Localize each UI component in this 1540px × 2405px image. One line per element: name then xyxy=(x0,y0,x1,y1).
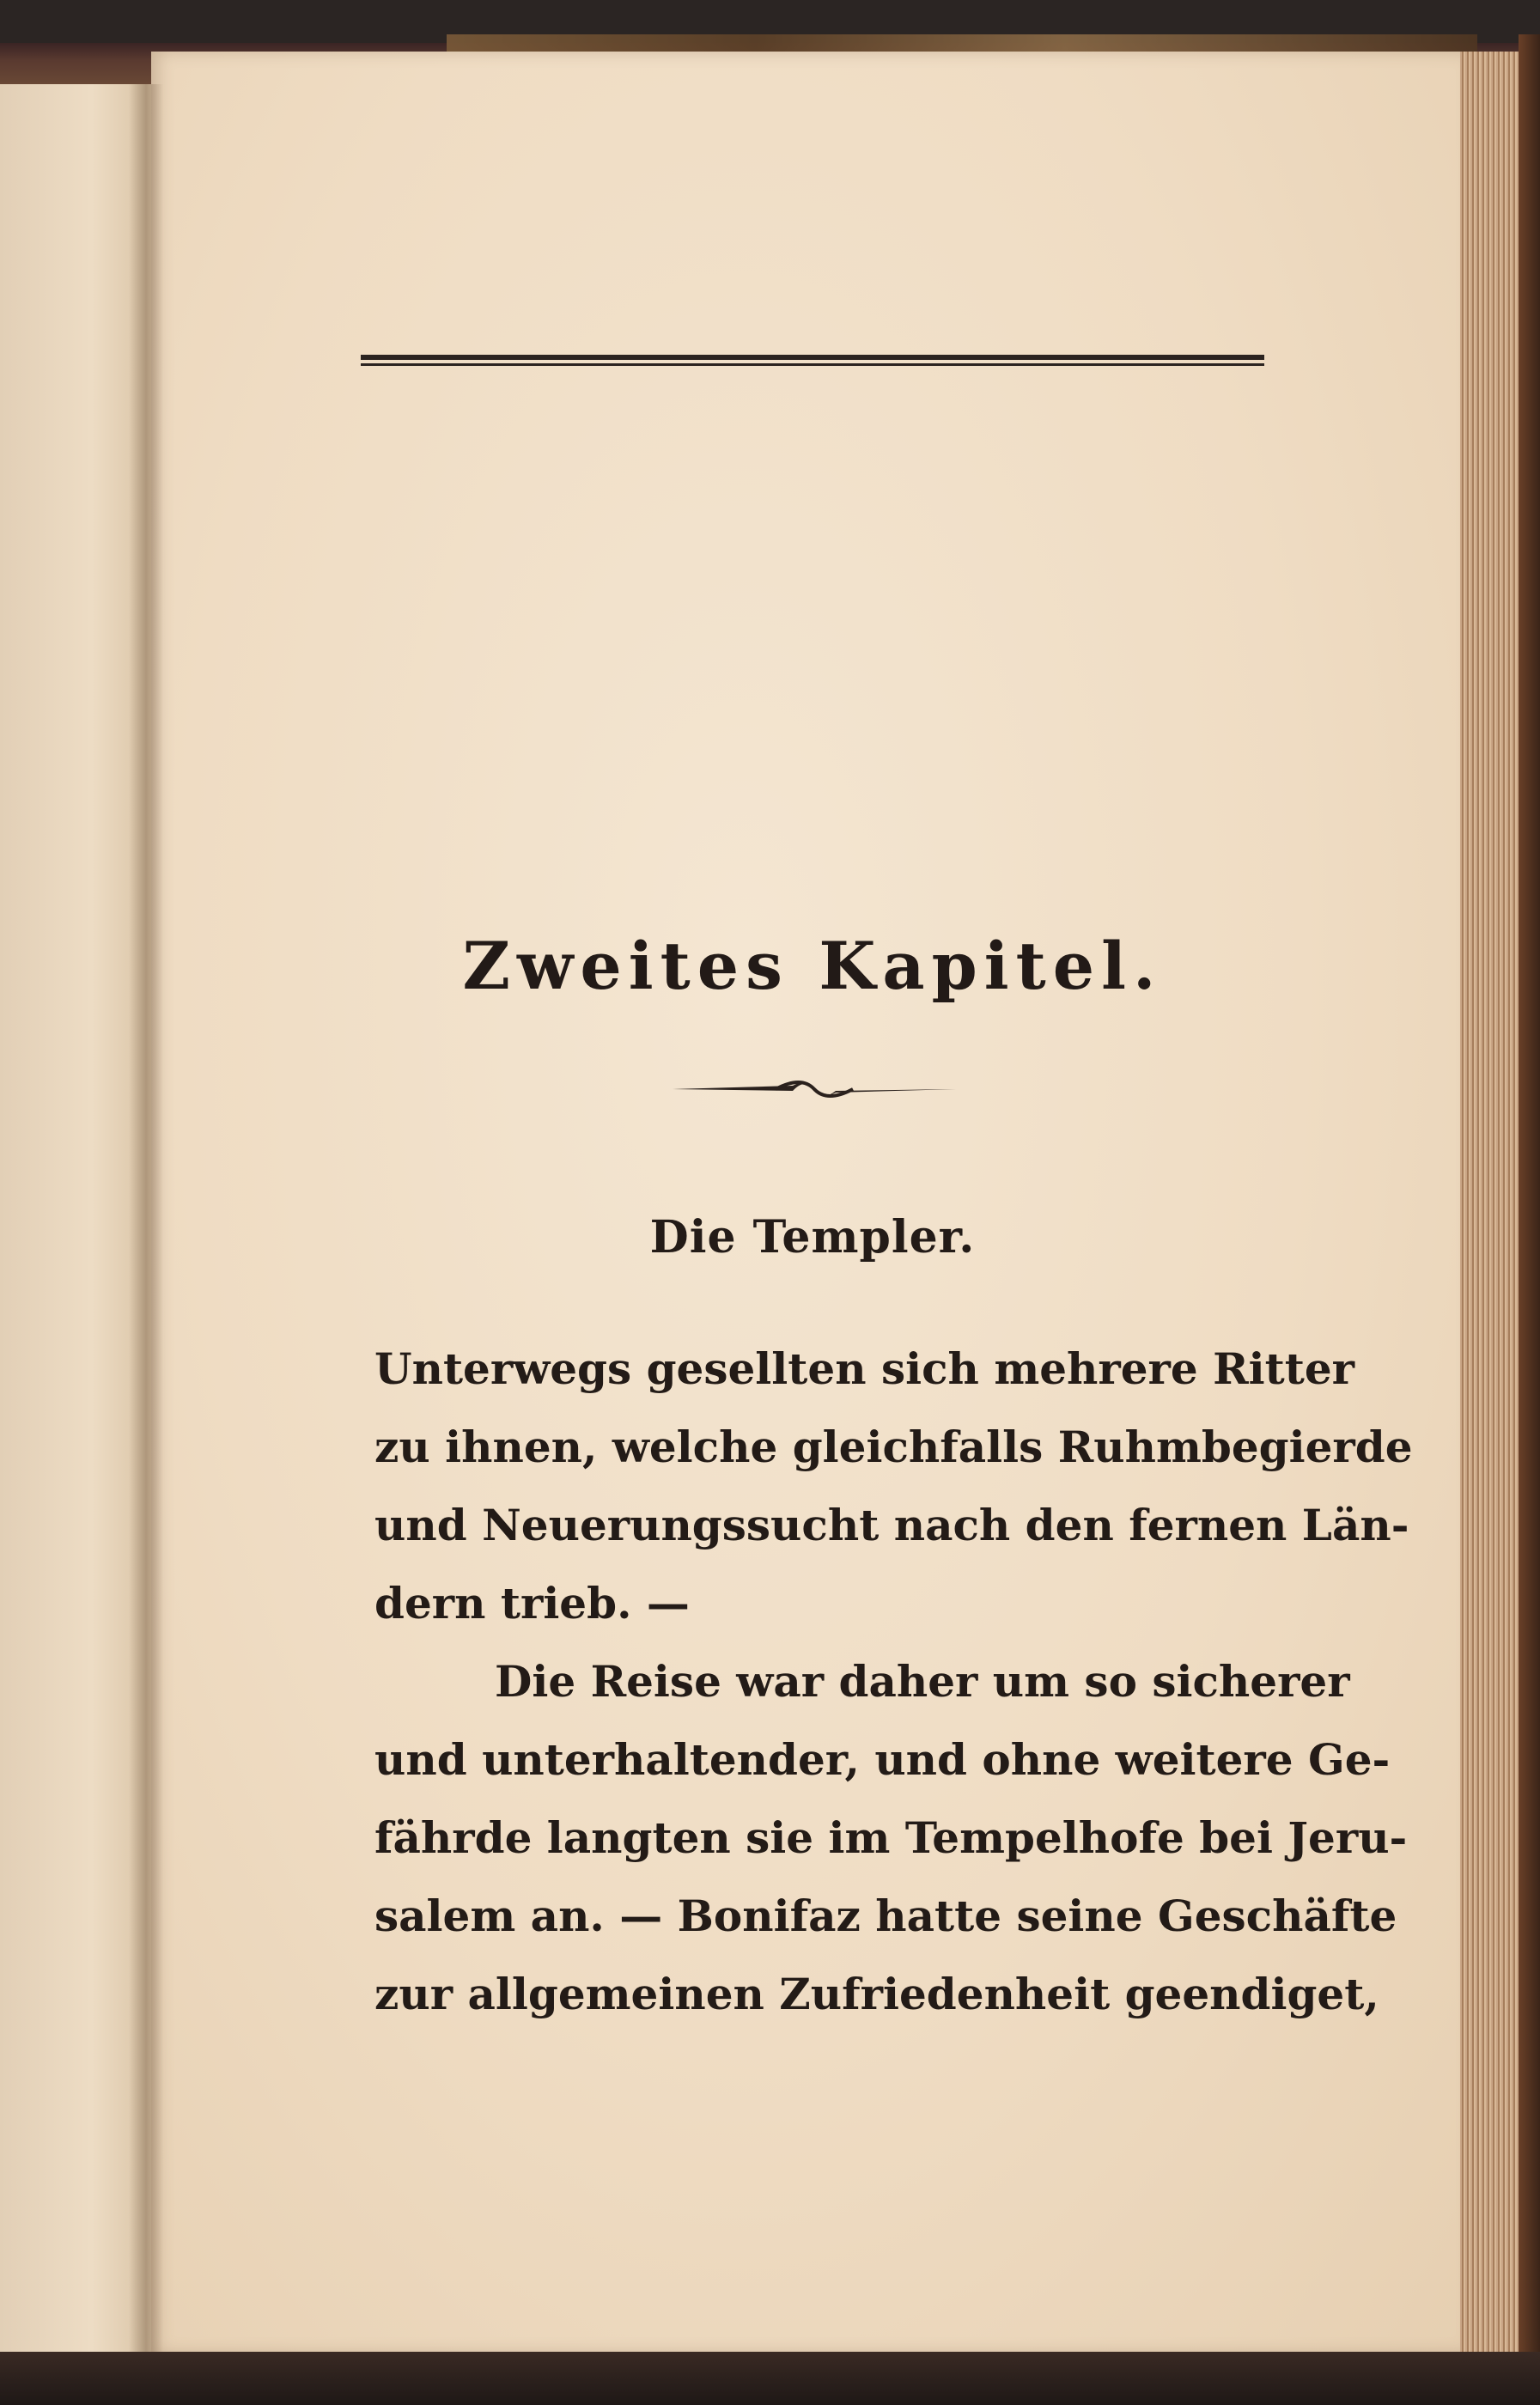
page-gutter xyxy=(129,84,163,2352)
text-line: Die Reise war daher um so sicherer xyxy=(495,1656,1350,1707)
page-stack-edges xyxy=(1460,52,1519,2362)
book-cover-bottom xyxy=(0,2352,1540,2405)
body-text xyxy=(374,1330,1413,2033)
text-line: Unterwegs gesellten sich mehrere Ritter xyxy=(374,1343,1354,1394)
text-line: zu ihnen, welche gleichfalls Ruhmbegierde xyxy=(374,1422,1413,1472)
text-line: zur allgemeinen Zufriedenheit geendiget, xyxy=(374,1969,1379,2019)
text-line: fährde langten sie im Tempelhofe bei Jeru- xyxy=(374,1812,1408,1863)
book-board-right xyxy=(1519,34,1540,2371)
text-line: salem an. — Bonifaz hatte seine Geschäfte xyxy=(374,1891,1397,1941)
text-line: und unterhaltender, und ohne weitere Ge- xyxy=(374,1734,1391,1785)
section-title: Die Templer. xyxy=(649,1211,976,1263)
chapter-heading: Zweites Kapitel. xyxy=(462,928,1163,1004)
header-rule-thin xyxy=(361,363,1264,366)
header-rule-thick xyxy=(361,355,1264,360)
text-line: dern trieb. — xyxy=(374,1578,690,1629)
header-rule xyxy=(361,355,1264,372)
text-line: und Neuerungssucht nach den fernen Län- xyxy=(374,1500,1409,1550)
ornament-divider xyxy=(673,1072,956,1106)
